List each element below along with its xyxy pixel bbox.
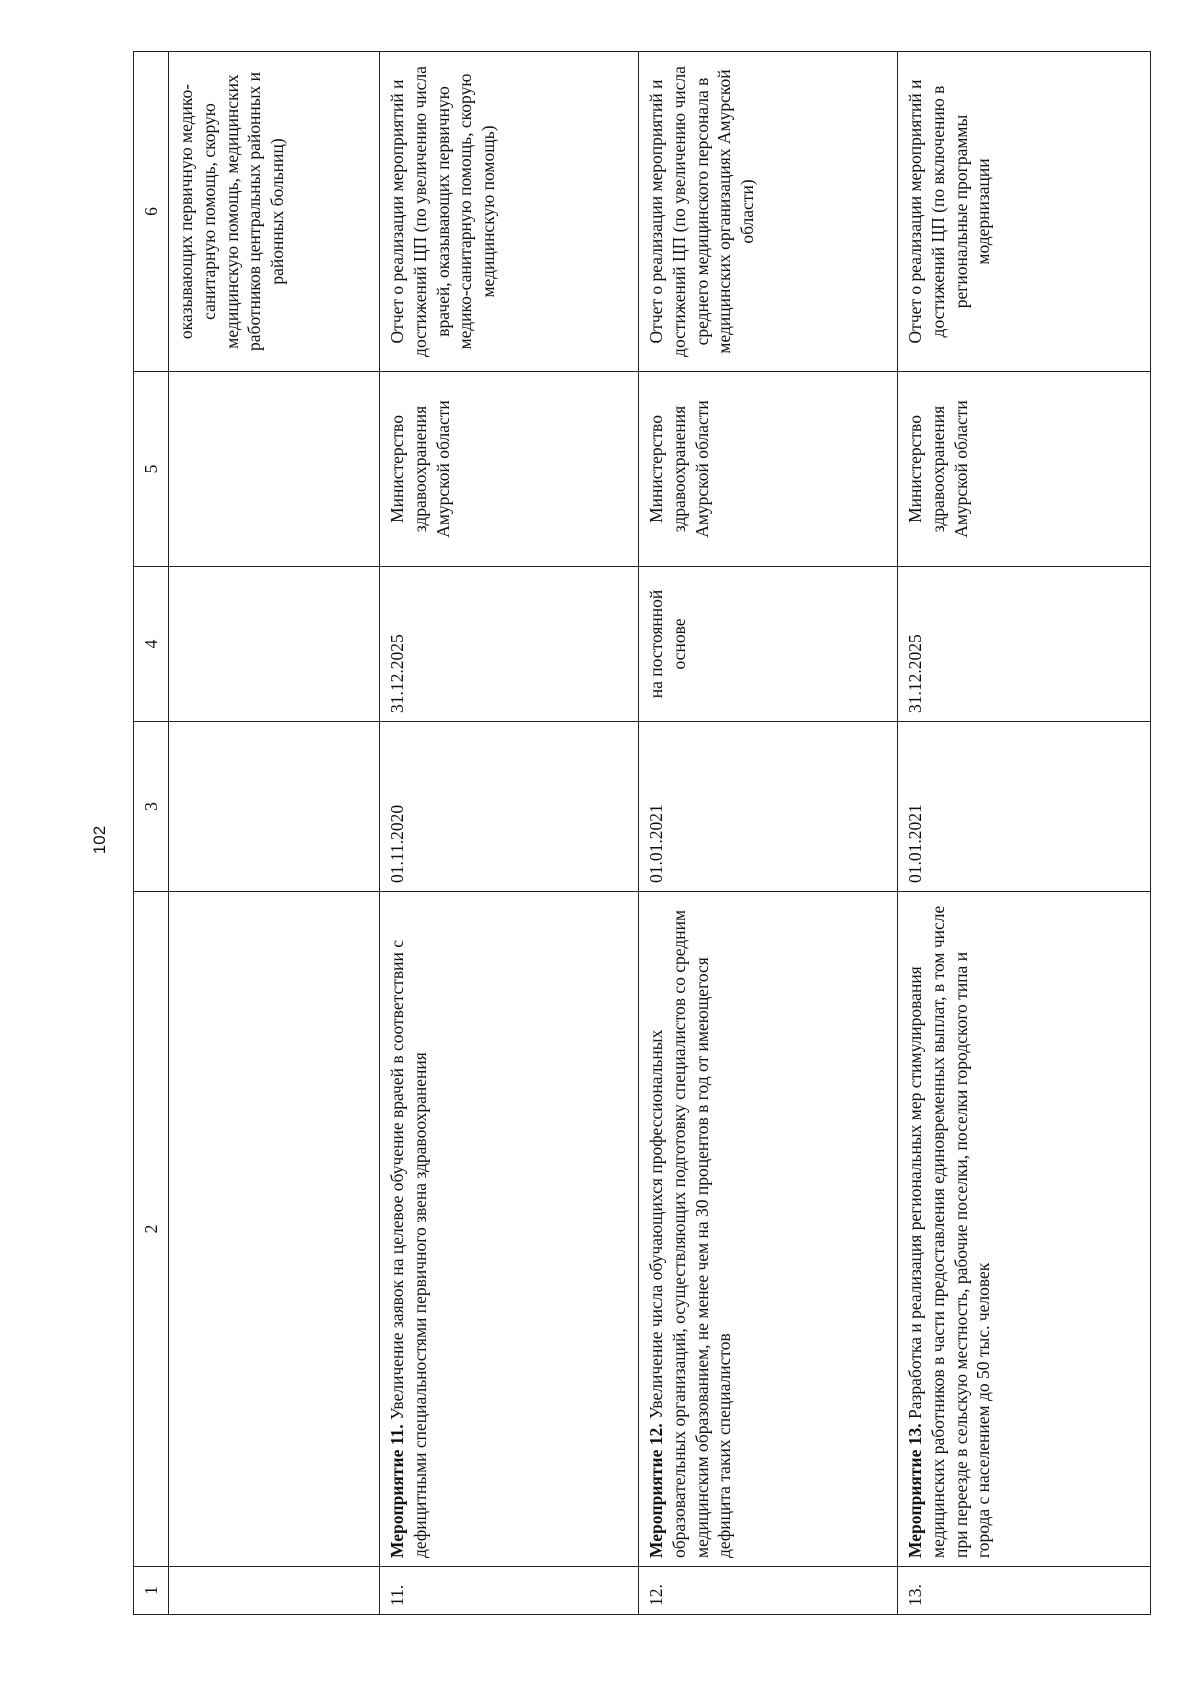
number-cell	[169, 1567, 380, 1615]
column-number-2: 2	[134, 892, 169, 1567]
activity-cell	[169, 892, 380, 1567]
result-cell: Отчет о реализации мероприятий и достижений ЦП (по увеличению числа среднего медицинского персонала в медицинских организациях Амурской области)	[639, 52, 898, 372]
responsible-cell: Министерство здравоохранения Амурской области	[898, 372, 1151, 567]
start-date-cell: 01.01.2021	[639, 722, 898, 892]
end-date-cell	[169, 567, 380, 722]
start-date-cell	[169, 722, 380, 892]
activities-table	[133, 51, 1151, 1615]
column-number-5: 5	[134, 372, 169, 567]
column-number-1: 1	[134, 1567, 169, 1615]
result-cell: Отчет о реализации мероприятий и достижений ЦП (по включению в региональные программы модернизации	[898, 52, 1151, 372]
column-number-3: 3	[134, 722, 169, 892]
responsible-cell: Министерство здравоохранения Амурской области	[639, 372, 898, 567]
number-cell: 11.	[380, 1567, 639, 1615]
activity-description: Разработка и реализация региональных мер стимулирования медицинских работников в части предоставления единовременных выплат, в том числе при переезде в сельскую местность, рабочие поселки, поселки городского типа и города с населением до 50 тыс. человек	[905, 905, 994, 1558]
activity-title: Мероприятие 12.	[646, 1423, 666, 1558]
start-date-cell: 01.11.2020	[380, 722, 639, 892]
responsible-cell: Министерство здравоохранения Амурской области	[380, 372, 639, 567]
activity-title: Мероприятие 11.	[387, 1424, 407, 1558]
table-row	[639, 52, 898, 1615]
start-date-cell: 01.01.2021	[898, 722, 1151, 892]
number-cell: 13.	[898, 1567, 1151, 1615]
activity-description: Увеличение числа обучающихся профессиональных образовательных организаций, осуществляющих подготовку специалистов со средним медицинским образованием, не менее чем на 30 процентов в год от имеющегося дефицита таких специалистов	[646, 909, 735, 1558]
activity-description: Увеличение заявок на целевое обучение врачей в соответствии с дефицитными специальностями первичного звена здравоохранения	[387, 939, 430, 1558]
number-cell: 12.	[639, 1567, 898, 1615]
rotated-table-container	[133, 66, 1138, 1615]
column-number-4: 4	[134, 567, 169, 722]
activity-cell	[639, 892, 898, 1567]
responsible-cell	[169, 372, 380, 567]
activity-cell	[380, 892, 639, 1567]
table-row	[380, 52, 639, 1615]
column-number-6: 6	[134, 52, 169, 372]
table-row	[169, 52, 380, 1615]
end-date-cell: 31.12.2025	[898, 567, 1151, 722]
result-cell: оказывающих первичную медико-санитарную помощь, скорую медицинскую помощь, медицинских работников центральных районных и районных больниц)	[169, 52, 380, 372]
end-date-cell: на постоянной основе	[639, 567, 898, 722]
end-date-cell: 31.12.2025	[380, 567, 639, 722]
column-number-row	[134, 52, 169, 1615]
table-row	[898, 52, 1151, 1615]
activity-title: Мероприятие 13.	[905, 1423, 925, 1558]
page-number: 102	[90, 825, 109, 855]
activity-cell	[898, 892, 1151, 1567]
result-cell: Отчет о реализации мероприятий и достижений ЦП (по увеличению числа врачей, оказывающих первичную медико-санитарную помощь, скорую медицинскую помощь)	[380, 52, 639, 372]
